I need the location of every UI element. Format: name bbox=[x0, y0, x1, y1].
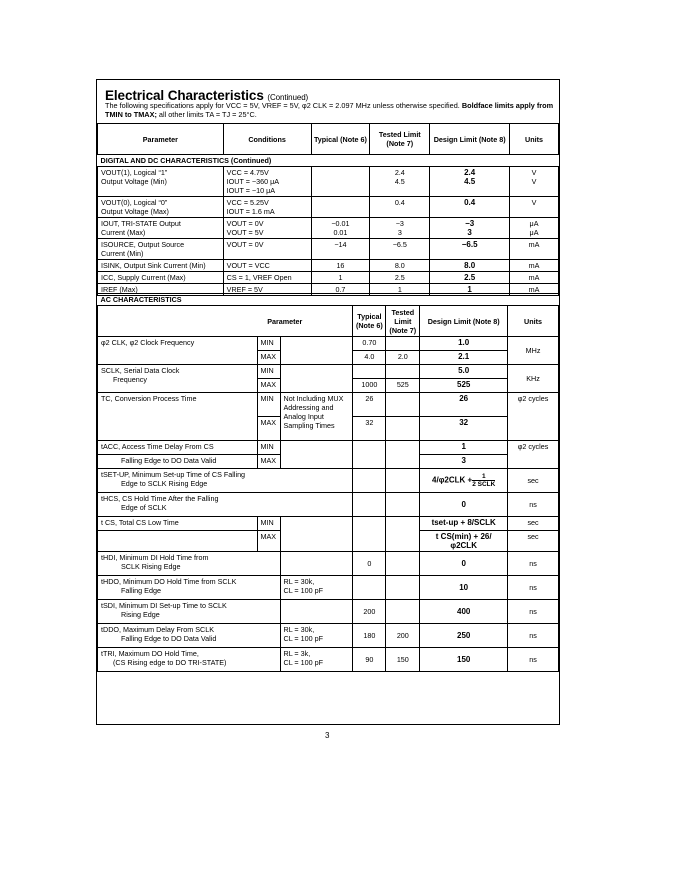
page-number: 3 bbox=[325, 731, 330, 740]
cell-line: RL = 30k, bbox=[283, 625, 315, 634]
cell-line: 8.0 bbox=[394, 261, 405, 270]
param-line: SCLK Rising Edge bbox=[121, 562, 181, 571]
param-line: Falling Edge to DO Data Valid bbox=[121, 634, 217, 643]
header-design: Design Limit (Note 8) bbox=[420, 306, 508, 337]
cell-line: IOUT = 1.6 mA bbox=[226, 207, 275, 216]
table-row bbox=[98, 576, 559, 600]
tested-cell bbox=[386, 417, 420, 441]
tested-cell: 525 bbox=[386, 379, 420, 393]
design-cell: 32 bbox=[420, 417, 508, 441]
cell-line: 1 bbox=[338, 273, 343, 282]
tested-cell bbox=[386, 365, 420, 379]
design-cell: 525 bbox=[420, 379, 508, 393]
design-cell: 150 bbox=[420, 648, 508, 672]
units-cell: sec bbox=[508, 531, 559, 552]
param-line: Edge to SCLK Rising Edge bbox=[121, 479, 208, 488]
units-cell: ns bbox=[508, 624, 559, 648]
cell-line: IOUT = −360 μA bbox=[226, 177, 280, 186]
tested-cell bbox=[370, 260, 430, 272]
param-line: Falling Edge bbox=[121, 586, 161, 595]
formula-prefix: 4/φ2CLK + bbox=[432, 475, 473, 485]
min-label: MIN bbox=[257, 441, 280, 455]
param-line: Frequency bbox=[113, 375, 147, 384]
cell-line: 3 bbox=[467, 228, 472, 237]
cell-line: Current (Min) bbox=[101, 249, 144, 258]
intro-text: The following specifications apply for VCC = 5V, VREF = 5V, φ2 CLK = 2.097 MHz unless otherwise specified. Boldface limits apply from TMIN to TMAX; all other limits TA = TJ = 25°C. bbox=[105, 101, 554, 119]
cell-line: Output Voltage (Min) bbox=[101, 177, 167, 186]
param-line: tHCS, CS Hold Time After the Falling bbox=[101, 494, 219, 503]
design-cell bbox=[420, 469, 508, 493]
table-row bbox=[98, 600, 559, 624]
header-tested: Tested Limit (Note 7) bbox=[370, 124, 430, 155]
table-row bbox=[98, 469, 559, 493]
max-label: MAX bbox=[257, 531, 280, 552]
tested-cell bbox=[386, 552, 420, 576]
page-title: Electrical Characteristics (Continued) bbox=[105, 88, 309, 103]
design-cell: 2.1 bbox=[420, 351, 508, 365]
tested-cell bbox=[386, 441, 420, 469]
table-row bbox=[98, 648, 559, 672]
typical-cell bbox=[353, 493, 386, 517]
units-cell: ns bbox=[508, 648, 559, 672]
table-row bbox=[98, 393, 559, 417]
datasheet-frame bbox=[96, 79, 560, 725]
ac-characteristics-table bbox=[97, 293, 559, 672]
tested-cell: 150 bbox=[386, 648, 420, 672]
cell-line: 0.7 bbox=[335, 285, 346, 294]
cell-line: 0.01 bbox=[333, 228, 348, 237]
units-cell: φ2 cycles bbox=[508, 393, 559, 441]
cell-line: 4.5 bbox=[464, 177, 476, 186]
tested-cell bbox=[386, 576, 420, 600]
cell-line: mA bbox=[528, 240, 540, 249]
table-row bbox=[98, 365, 559, 379]
cell-line: VOUT = 5V bbox=[226, 228, 264, 237]
cell-line: CS = 1, VREF Open bbox=[226, 273, 292, 282]
param-cell bbox=[98, 576, 281, 600]
cell-line: VOUT = VCC bbox=[226, 261, 270, 270]
tested-cell bbox=[370, 218, 430, 239]
param-cell bbox=[98, 469, 353, 493]
cond-cell bbox=[223, 260, 311, 272]
tested-cell bbox=[386, 337, 420, 351]
table-row bbox=[98, 272, 559, 284]
cell-line: V bbox=[531, 198, 537, 207]
design-cell bbox=[430, 197, 510, 218]
design-cell: 3 bbox=[420, 455, 508, 469]
param-cell bbox=[98, 239, 224, 260]
param-cell bbox=[98, 365, 258, 393]
cell-line: 2.4 bbox=[394, 168, 405, 177]
max-label: MAX bbox=[257, 417, 280, 441]
param-cell bbox=[98, 393, 258, 441]
cell-line: −3 bbox=[395, 219, 404, 228]
max-label: MAX bbox=[257, 379, 280, 393]
min-label: MIN bbox=[257, 365, 280, 379]
tested-cell: 2.0 bbox=[386, 351, 420, 365]
param-cell bbox=[98, 260, 224, 272]
units-cell: MHz bbox=[508, 337, 559, 365]
typical-cell: 200 bbox=[353, 600, 386, 624]
header-tested: Tested Limit (Note 7) bbox=[386, 306, 420, 337]
table-row bbox=[98, 624, 559, 648]
cell-line: Output Voltage (Max) bbox=[101, 207, 169, 216]
cond-cell bbox=[223, 167, 311, 197]
table-row bbox=[98, 197, 559, 218]
tested-cell bbox=[386, 600, 420, 624]
typical-cell bbox=[311, 167, 370, 197]
cond-cell bbox=[280, 441, 353, 469]
cell-line: 0.4 bbox=[394, 198, 405, 207]
typical-cell: 0.70 bbox=[353, 337, 386, 351]
cell-line: VREF = 5V bbox=[226, 285, 263, 294]
table-row bbox=[98, 552, 559, 576]
param-line: tHDI, Minimum DI Hold Time from bbox=[101, 553, 209, 562]
param-cell bbox=[98, 600, 281, 624]
cell-line: CL = 100 pF bbox=[283, 658, 323, 667]
tested-cell bbox=[386, 517, 420, 552]
tested-cell bbox=[386, 393, 420, 417]
param-line: tDDO, Maximum Delay From SCLK bbox=[101, 625, 215, 634]
cond-cell bbox=[280, 552, 353, 576]
design-cell bbox=[430, 272, 510, 284]
table-header-row bbox=[98, 306, 559, 337]
cell-line: V bbox=[531, 177, 537, 186]
cell-line: Current (Max) bbox=[101, 228, 146, 237]
design-cell: 0 bbox=[420, 493, 508, 517]
cell-line: μA bbox=[529, 228, 539, 237]
typical-cell bbox=[353, 469, 386, 493]
param-cell bbox=[98, 272, 224, 284]
cond-cell bbox=[280, 624, 353, 648]
cell-line: CL = 100 pF bbox=[283, 634, 323, 643]
table-row bbox=[98, 337, 559, 351]
cell-line: −0.01 bbox=[331, 219, 350, 228]
cell-line: IOUT = −10 μA bbox=[226, 186, 276, 195]
cell-line: VCC = 4.75V bbox=[226, 168, 269, 177]
param-cell bbox=[98, 455, 258, 469]
cell-line: −14 bbox=[334, 240, 347, 249]
typical-cell bbox=[311, 218, 370, 239]
tested-cell bbox=[370, 167, 430, 197]
units-cell: ns bbox=[508, 552, 559, 576]
header-design: Design Limit (Note 8) bbox=[430, 124, 510, 155]
cell-line: 1 bbox=[467, 285, 472, 294]
param-line: SCLK, Serial Data Clock bbox=[101, 366, 180, 375]
units-cell: ns bbox=[508, 600, 559, 624]
cell-line: μA bbox=[529, 219, 539, 228]
cell-line: −6.5 bbox=[392, 240, 407, 249]
min-label: MIN bbox=[257, 393, 280, 417]
cell-line: VOUT = 0V bbox=[226, 240, 264, 249]
tested-cell bbox=[386, 493, 420, 517]
cell-line: CL = 100 pF bbox=[283, 586, 323, 595]
design-cell: t CS(min) + 26/φ2CLK bbox=[420, 531, 508, 552]
units-cell bbox=[510, 260, 559, 272]
cond-cell bbox=[223, 239, 311, 260]
param-cell bbox=[98, 552, 281, 576]
design-cell: 26 bbox=[420, 393, 508, 417]
cell-line: VCC = 5.25V bbox=[226, 198, 269, 207]
design-cell bbox=[430, 218, 510, 239]
cell-line: mA bbox=[528, 285, 540, 294]
design-cell: 10 bbox=[420, 576, 508, 600]
param-cell bbox=[98, 493, 353, 517]
param-line: φ2 CLK, φ2 Clock Frequency bbox=[101, 338, 195, 347]
tested-cell bbox=[370, 272, 430, 284]
tested-cell: 200 bbox=[386, 624, 420, 648]
param-line: (CS Rising edge to DO TRI-STATE) bbox=[113, 658, 227, 667]
param-line: tSET-UP, Minimum Set-up Time of CS Falling bbox=[101, 470, 246, 479]
typical-cell bbox=[311, 239, 370, 260]
param-line: tHDO, Minimum DO Hold Time from SCLK bbox=[101, 577, 237, 586]
cond-cell bbox=[280, 648, 353, 672]
max-label: MAX bbox=[257, 351, 280, 365]
cond-cell bbox=[223, 218, 311, 239]
param-cell bbox=[98, 167, 224, 197]
typical-cell bbox=[353, 517, 386, 552]
cond-cell bbox=[280, 337, 353, 365]
typical-cell: 90 bbox=[353, 648, 386, 672]
header-conditions: Conditions bbox=[223, 124, 311, 155]
cell-line: 0.4 bbox=[464, 198, 476, 207]
cell-line: 16 bbox=[336, 261, 345, 270]
cell-line: IOUT, TRI-STATE Output bbox=[101, 219, 181, 228]
header-typical: Typical (Note 6) bbox=[353, 306, 386, 337]
tested-cell bbox=[370, 197, 430, 218]
cell-line: V bbox=[531, 168, 537, 177]
table-row bbox=[98, 167, 559, 197]
units-cell: φ2 cycles bbox=[508, 441, 559, 469]
cell-line: 2.5 bbox=[394, 273, 405, 282]
cell-line: 2.4 bbox=[464, 168, 476, 177]
ac-rows bbox=[98, 337, 559, 672]
header-parameter: Parameter bbox=[98, 306, 353, 337]
fraction-numerator: 1 bbox=[472, 473, 495, 481]
units-cell bbox=[510, 167, 559, 197]
design-cell: 250 bbox=[420, 624, 508, 648]
units-cell bbox=[510, 218, 559, 239]
cell-line: VOUT(1), Logical “1” bbox=[101, 168, 168, 177]
cell-line: −6.5 bbox=[461, 240, 478, 249]
typical-cell: 4.0 bbox=[353, 351, 386, 365]
table-row bbox=[98, 218, 559, 239]
param-line: t CS, Total CS Low Time bbox=[101, 518, 179, 527]
design-cell: 1 bbox=[420, 441, 508, 455]
param-line: tTRI, Maximum DO Hold Time, bbox=[101, 649, 199, 658]
cell-line: 3 bbox=[397, 228, 402, 237]
design-cell: 5.0 bbox=[420, 365, 508, 379]
cell-line: VOUT = 0V bbox=[226, 219, 264, 228]
section-heading: AC CHARACTERISTICS bbox=[98, 294, 559, 306]
dc-characteristics-table bbox=[97, 123, 559, 296]
units-cell: sec bbox=[508, 469, 559, 493]
section-heading: DIGITAL AND DC CHARACTERISTICS (Continued) bbox=[98, 155, 559, 167]
design-cell: tset-up + 8/SCLK bbox=[420, 517, 508, 531]
param-line: tACC, Access Time Delay From CS bbox=[101, 442, 214, 451]
header-typical: Typical (Note 6) bbox=[311, 124, 370, 155]
cell-line: RL = 30k, bbox=[283, 577, 315, 586]
units-cell bbox=[510, 197, 559, 218]
param-cell bbox=[98, 531, 258, 552]
header-units: Units bbox=[508, 306, 559, 337]
typical-cell: 26 bbox=[353, 393, 386, 417]
cell-line: IREF (Max) bbox=[101, 285, 138, 294]
dc-rows bbox=[98, 167, 559, 296]
typical-cell: 180 bbox=[353, 624, 386, 648]
table-row bbox=[98, 441, 559, 455]
units-cell bbox=[510, 272, 559, 284]
min-label: MIN bbox=[257, 337, 280, 351]
param-cell bbox=[98, 648, 281, 672]
table-header-row bbox=[98, 124, 559, 155]
design-cell: 0 bbox=[420, 552, 508, 576]
param-cell bbox=[98, 197, 224, 218]
units-cell: ns bbox=[508, 576, 559, 600]
cell-line: ICC, Supply Current (Max) bbox=[101, 273, 186, 282]
cell-line: ISINK, Output Sink Current (Min) bbox=[101, 261, 206, 270]
param-cell bbox=[98, 218, 224, 239]
units-cell: sec bbox=[508, 517, 559, 531]
cell-line: mA bbox=[528, 273, 540, 282]
param-line: tSDI, Minimum DI Set-up Time to SCLK bbox=[101, 601, 227, 610]
cell-line: 8.0 bbox=[464, 261, 476, 270]
param-line: Falling Edge to DO Data Valid bbox=[121, 456, 217, 465]
cell-line: 4.5 bbox=[394, 177, 405, 186]
cell-line: 1 bbox=[397, 285, 402, 294]
design-cell bbox=[430, 167, 510, 197]
typical-cell bbox=[311, 260, 370, 272]
cell-line: −3 bbox=[465, 219, 475, 228]
param-line: Edge of SCLK bbox=[121, 503, 167, 512]
typical-cell bbox=[311, 272, 370, 284]
table-row bbox=[98, 260, 559, 272]
design-cell bbox=[430, 260, 510, 272]
cond-cell bbox=[223, 197, 311, 218]
param-cell bbox=[98, 337, 258, 365]
cond-cell bbox=[280, 576, 353, 600]
cond-cell bbox=[280, 365, 353, 393]
cell-line: mA bbox=[528, 261, 540, 270]
cell-line: VOUT(0), Logical “0” bbox=[101, 198, 168, 207]
typical-cell bbox=[353, 365, 386, 379]
param-cell bbox=[98, 517, 258, 531]
max-label: MAX bbox=[257, 455, 280, 469]
design-cell: 400 bbox=[420, 600, 508, 624]
table-row bbox=[98, 493, 559, 517]
formula-fraction bbox=[472, 473, 495, 488]
table-row bbox=[98, 517, 559, 531]
typical-cell bbox=[311, 197, 370, 218]
units-cell: KHz bbox=[508, 365, 559, 393]
fraction-denominator: 2 SCLK bbox=[472, 481, 496, 488]
typical-cell: 1000 bbox=[353, 379, 386, 393]
tested-cell bbox=[386, 469, 420, 493]
units-cell: ns bbox=[508, 493, 559, 517]
units-cell bbox=[510, 239, 559, 260]
cond-cell bbox=[280, 517, 353, 552]
header-units: Units bbox=[510, 124, 559, 155]
design-cell: 1.0 bbox=[420, 337, 508, 351]
cell-line: RL = 3k, bbox=[283, 649, 311, 658]
tested-cell bbox=[370, 239, 430, 260]
design-cell bbox=[430, 239, 510, 260]
cond-cell: Not Including MUX Addressing and Analog Input Sampling Times bbox=[280, 393, 353, 441]
cell-line: ISOURCE, Output Source bbox=[101, 240, 185, 249]
typical-cell bbox=[353, 441, 386, 469]
typical-cell bbox=[353, 576, 386, 600]
param-line: TC, Conversion Process Time bbox=[101, 394, 197, 403]
param-line: Rising Edge bbox=[121, 610, 160, 619]
param-cell bbox=[98, 441, 258, 455]
header-parameter: Parameter bbox=[98, 124, 224, 155]
cond-cell bbox=[223, 272, 311, 284]
table-row bbox=[98, 239, 559, 260]
typical-cell: 0 bbox=[353, 552, 386, 576]
param-cell bbox=[98, 624, 281, 648]
min-label: MIN bbox=[257, 517, 280, 531]
typical-cell: 32 bbox=[353, 417, 386, 441]
cond-cell bbox=[280, 600, 353, 624]
cell-line: 2.5 bbox=[464, 273, 476, 282]
